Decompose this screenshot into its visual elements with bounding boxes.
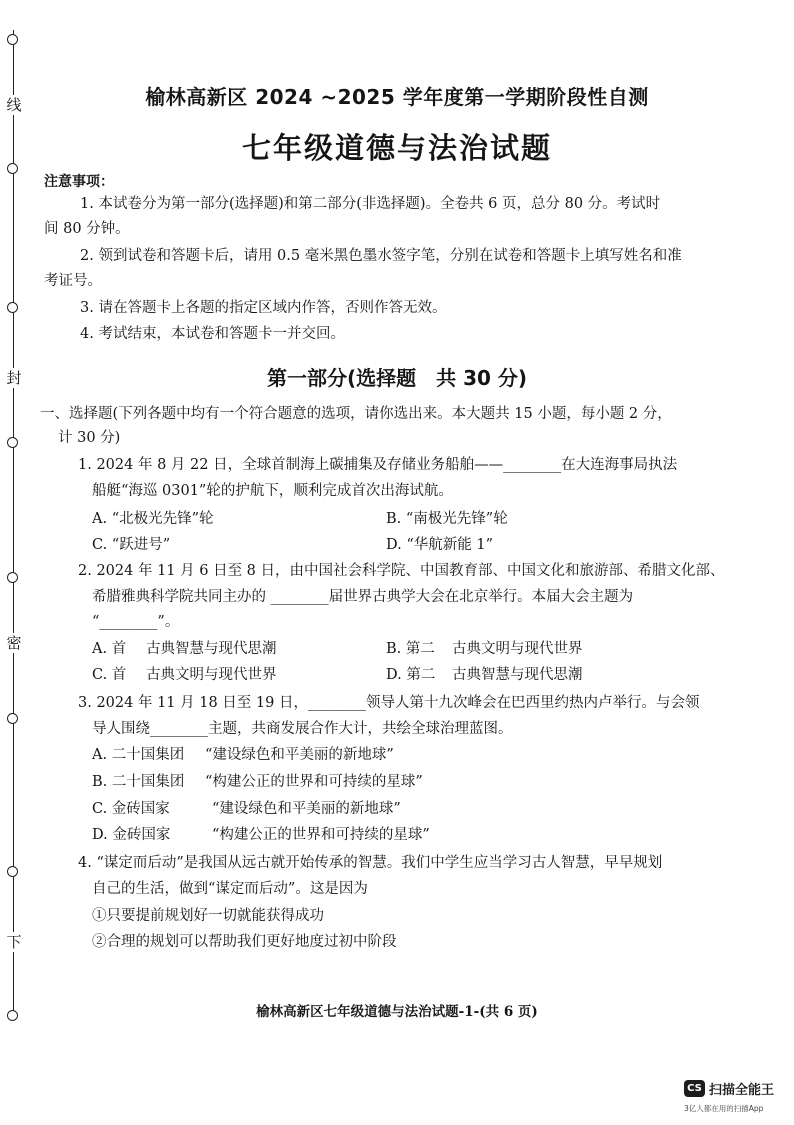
section-instruction: 计 30 分)	[58, 430, 121, 446]
question-text: 3. 2024 年 11 月 18 日至 19 日，________领导人第十九次峰会在巴西里约热内卢举行。与会领	[78, 695, 700, 711]
binding-label-feng: 封	[4, 368, 24, 388]
question-text: 导人围绕________主题，共商发展合作大计，共绘全球治理蓝图。	[92, 721, 513, 737]
option-a-letter: A. 二十国集团	[92, 747, 185, 763]
option-c-letter: C. 金砖国家	[92, 801, 170, 817]
binding-hole	[7, 34, 18, 45]
option-d: D. “华航新能 1”	[386, 537, 493, 553]
option-c: C. “跃进号”	[92, 537, 171, 553]
binding-hole	[7, 866, 18, 877]
question-statement: ②合理的规划可以帮助我们更好地度过初中阶段	[92, 934, 397, 950]
question-text: 2. 2024 年 11 月 6 日至 8 日，由中国社会科学院、中国教育部、中国文化和旅游部、希腊文化部、	[78, 563, 725, 579]
option-b-letter: B. 二十国集团	[92, 774, 185, 790]
question-text: “________”。	[92, 614, 180, 630]
notice-line: 4. 考试结束，本试卷和答题卡一并交回。	[80, 326, 345, 342]
notice-heading: 注意事项：	[44, 174, 114, 190]
notice-line: 考证号。	[44, 273, 102, 289]
section-title: 第一部分(选择题 共 30 分)	[266, 366, 528, 390]
binding-label-xia: 下	[4, 932, 24, 952]
question-text: 1. 2024 年 8 月 22 日，全球首制海上碳捕集及存储业务船舶——________在大连海事局执法	[78, 457, 678, 473]
option-b-letter: B. 第二	[386, 641, 435, 657]
notice-line: 2. 领到试卷和答题卡后，请用 0.5 毫米黑色墨水签字笔，分别在试卷和答题卡上填写姓名和准	[80, 248, 682, 264]
notice-line: 间 80 分钟。	[44, 221, 130, 237]
option-b-text: “构建公正的世界和可持续的星球”	[205, 774, 423, 790]
question-statement: ①只要提前规划好一切就能获得成功	[92, 908, 324, 924]
question-text: 船艇“海巡 0301”轮的护航下，顺利完成首次出海试航。	[92, 483, 453, 499]
option-c-text: 古典文明与现代世界	[146, 667, 277, 683]
option-a: A. “北极光先锋”轮	[92, 511, 214, 527]
page-footer: 榆林高新区七年级道德与法治试题-1-(共 6 页)	[256, 1004, 538, 1020]
option-c-letter: C. 首	[92, 667, 127, 683]
scanner-tagline: 3亿人都在用的扫描App	[684, 1104, 764, 1113]
option-b: B. “南极光先锋”轮	[386, 511, 508, 527]
binding-hole	[7, 713, 18, 724]
question-text: 4. “谋定而后动”是我国从远古就开始传承的智慧。我们中学生应当学习古人智慧，早早规划	[78, 855, 663, 871]
binding-label-xian: 线	[4, 95, 24, 115]
scanner-app-name: 扫描全能王	[709, 1083, 775, 1098]
question-text: 自己的生活，做到“谋定而后动”。这是因为	[92, 881, 368, 897]
binding-label-mi: 密	[4, 633, 24, 653]
option-d-letter: D. 金砖国家	[92, 827, 171, 843]
binding-hole	[7, 437, 18, 448]
option-a-text: 古典智慧与现代思潮	[146, 641, 277, 657]
option-d-letter: D. 第二	[386, 667, 436, 683]
exam-subject-title: 七年级道德与法治试题	[241, 131, 552, 165]
option-c-text: “建设绿色和平美丽的新地球”	[212, 801, 401, 817]
section-instruction: 一、选择题(下列各题中均有一个符合题意的选项，请你选出来。本大题共 15 小题，每小题 2 分，	[40, 406, 672, 422]
option-b-text: 古典文明与现代世界	[452, 641, 583, 657]
scanner-logo-icon: CS	[684, 1080, 705, 1097]
option-a-letter: A. 首	[92, 641, 127, 657]
option-a-text: “建设绿色和平美丽的新地球”	[205, 747, 394, 763]
notice-line: 1. 本试卷分为第一部分(选择题)和第二部分(非选择题)。全卷共 6 页，总分 80 分。考试时	[80, 196, 661, 212]
binding-hole	[7, 302, 18, 313]
option-d-text: “构建公正的世界和可持续的星球”	[212, 827, 430, 843]
option-d-text: 古典智慧与现代思潮	[452, 667, 583, 683]
exam-title: 榆林高新区 2024 ~2025 学年度第一学期阶段性自测	[145, 85, 649, 109]
question-text: 希腊雅典科学院共同主办的 ________届世界古典学大会在北京举行。本届大会主题为	[92, 589, 634, 605]
binding-hole	[7, 572, 18, 583]
notice-line: 3. 请在答题卡上各题的指定区域内作答，否则作答无效。	[80, 300, 447, 316]
